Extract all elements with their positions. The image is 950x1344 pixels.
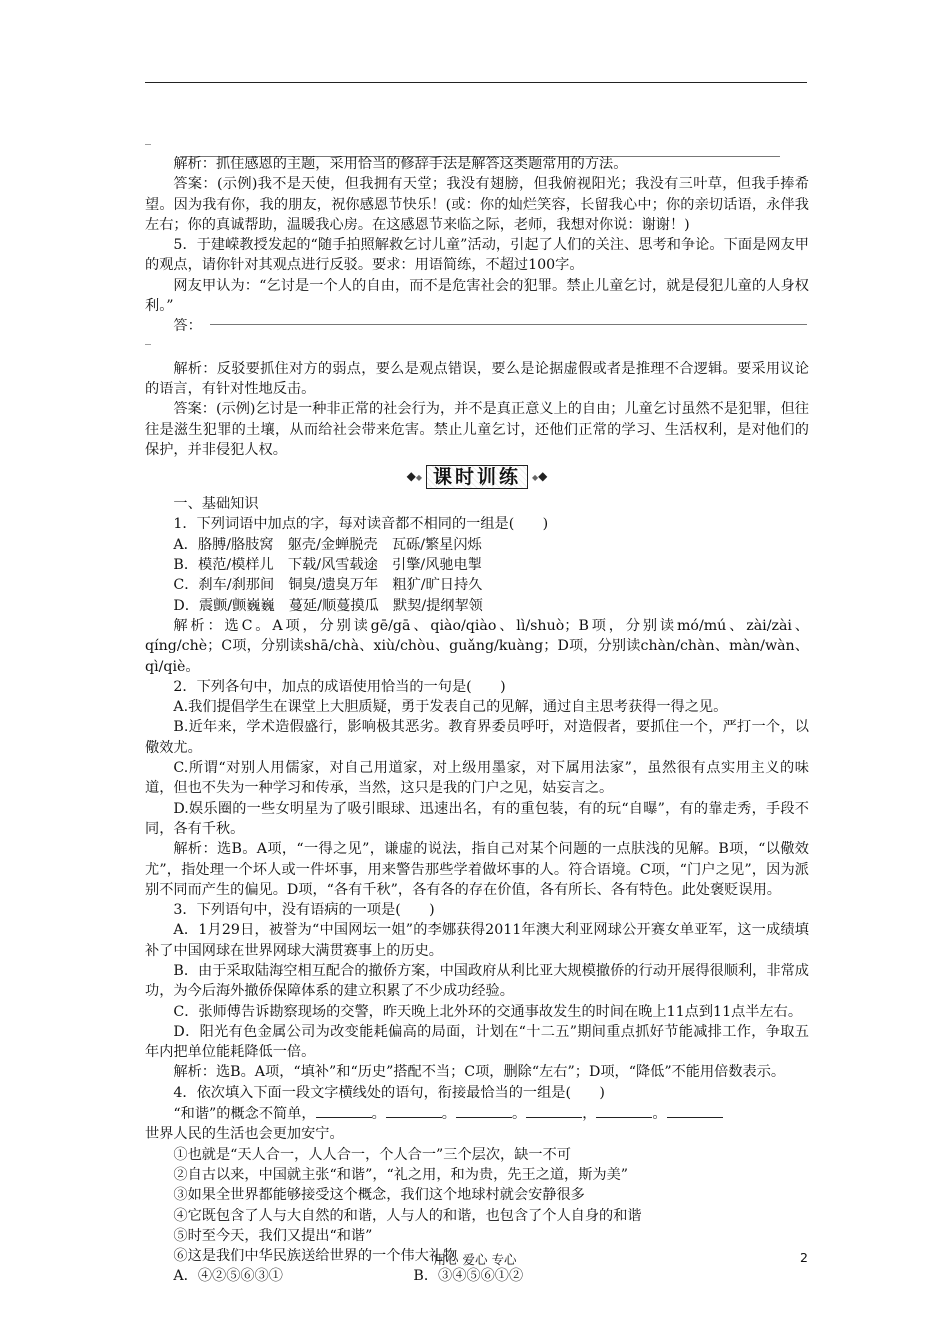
- q4-item: ③如果全世界都能够接受这个概念，我们这个地球村就会安静很多: [173, 1187, 585, 1204]
- q4-sample-answer: 答案：(示例)我不是天使，但我拥有天堂；我没有翅膀，但我俯视阳光；我没有三叶草，但我手捧希望。因为我有你，我的朋友，祝你感恩节快乐！(或：你的灿烂笑容，长留我心中；你的亲切话语，永伴我左右；你的真诚帮助，温暖我心房。在这感恩节来临之际，老师，我想对你说：谢谢！): [145, 176, 809, 233]
- q4-item: ⑤时至今天，我们又提出“和谐”: [173, 1227, 373, 1244]
- q5-sample-answer: 答案：(示例)乞讨是一种非正常的社会行为，并不是真正意义上的自由；儿童乞讨虽然不是犯罪，但往往是滋生犯罪的土壤，从而给社会带来危害。禁止儿童乞讨，还他们正常的学习、生活权利，是对他们的保护，并非侵犯人权。: [145, 401, 809, 458]
- leading-dash: _: [145, 131, 151, 145]
- q2-analysis: 解析：选B。A项，“一得之见”，谦虚的说法，指自己对某个问题的一点肤浅的见解。B项，“以儆效尤”，指处理一个坏人或一件坏事，用来警告那些学着做坏事的人。符合语境。C项，“门户之见”，因为派别不同而产生的偏见。D项，“各有千秋”，各有各的存在价值，各有所长、各有特色。此处褒贬误用。: [145, 841, 809, 898]
- q3-stem: 3．下列语句中，没有语病的一项是( ): [173, 902, 435, 919]
- q4-item: ①也就是“天人合一，人人合一，个人合一”三个层次，缺一不可: [173, 1146, 571, 1163]
- q3-analysis: 解析：选B。A项，“填补”和“历史”搭配不当；C项，删除“左右”；D项，“降低”不能用倍数表示。: [173, 1064, 786, 1081]
- q2-option: C.所谓“对别人用儒家，对自己用道家，对上级用墨家，对下属用法家”，虽然很有点实用主义的味道，但也不失为一种学习和传承，当然，这只是我的门户之见，姑妄言之。: [145, 760, 809, 797]
- q4-stem: 4．依次填入下面一段文字横线处的语句，衔接最恰当的一组是( ): [173, 1084, 605, 1101]
- blank-punct: 。: [441, 1106, 456, 1123]
- q1-option: A．胳膊/胳肢窝 躯壳/金蝉脱壳 瓦砾/繁星闪烁: [173, 536, 482, 553]
- q2-stem: 2．下列各句中，加点的成语使用恰当的一句是( ): [173, 678, 506, 695]
- q4-item: ②自古以来，中国就主张“和谐”，“礼之用，和为贵，先王之道，斯为美”: [173, 1166, 629, 1183]
- diamond-ornament-left: ◆◆: [406, 469, 422, 483]
- q3-option: B．由于采取陆海空相互配合的撤侨方案，中国政府从利比亚大规模撤侨的行动开展得很顺利，非常成功，为今后海外撤侨保障体系的建立积累了不少成功经验。: [145, 962, 809, 1000]
- q5-answer-label: 答：: [173, 318, 202, 335]
- footer-text: 用心 爱心 专心: [433, 1252, 517, 1267]
- q1-option: C．刹车/刹那间 铜臭/遗臭万年 粗犷/旷日持久: [173, 577, 483, 594]
- fill-blank: [456, 1103, 512, 1118]
- fill-blank: [526, 1103, 582, 1118]
- fill-blank: [596, 1103, 652, 1118]
- q3-option: C．张师傅告诉勘察现场的交警，昨天晚上北外环的交通事故发生的时间在晚上11点到11点半左右。: [173, 1003, 803, 1020]
- page-number: 2: [800, 1250, 808, 1265]
- fill-blank: [667, 1103, 723, 1118]
- header-rule: [145, 82, 807, 83]
- q5-view: 网友甲认为：“乞讨是一个人的自由，而不是危害社会的犯罪。禁止儿童乞讨，就是侵犯儿童的人身权利。”: [145, 277, 809, 315]
- diamond-ornament-right: ◆◆: [532, 469, 548, 483]
- q4-options: [145, 1266, 809, 1286]
- q4-tail: 世界人民的生活也会更加安宁。: [145, 1126, 344, 1143]
- q4-option: A．④②⑤⑥③①: [173, 1268, 283, 1285]
- blank-punct: 。: [652, 1106, 667, 1123]
- leading-dash: _: [145, 331, 151, 345]
- section-header: [145, 462, 809, 492]
- q1-analysis: 解析：选C。A项，分别读gē/gā、qiào/qiào、lì/shuò；B项，分别读mó/mú、zài/zài、qíng/chè；C项，分别读shā/chà、xiù/chòu、guǎng/kuàng；D项，分别读chàn/chàn、màn/wàn、qì/qiè。: [145, 617, 809, 675]
- blank-punct: 。: [371, 1106, 386, 1123]
- q1-option: D．震颤/颤巍巍 蔓延/顺蔓摸瓜 默契/提纲挈领: [173, 597, 483, 614]
- blank-punct: ，: [582, 1106, 597, 1123]
- q4-item: ④它既包含了人与大自然的和谐，人与人的和谐，也包含了个人自身的和谐: [173, 1207, 642, 1224]
- q5-analysis: 解析：反驳要抓住对方的弱点，要么是观点错误，要么是论据虚假或者是推理不合逻辑。要采用议论的语言，有针对性地反击。: [145, 360, 809, 397]
- q2-option: A.我们提倡学生在课堂上大胆质疑，勇于发表自己的见解，通过自主思考获得一得之见。: [173, 699, 728, 716]
- q3-option: D．阳光有色金属公司为改变能耗偏高的局面，计划在“十二五”期间重点抓好节能减排工作，争取五年内把单位能耗降低一倍。: [145, 1023, 809, 1061]
- q4-lead: “和谐”的概念不简单，: [173, 1106, 316, 1123]
- q4-fill-in-sentence: [145, 1103, 809, 1124]
- section-title: 课时训练: [426, 465, 528, 489]
- q5-question: 5．于建嵘教授发起的“随手拍照解救乞讨儿童”活动，引起了人们的关注、思考和争论。下面是网友甲的观点，请你针对其观点进行反驳。要求：用语简练，不超过100字。: [145, 237, 809, 274]
- q1-option: B．模范/模样儿 下载/风雪载途 引擎/风驰电掣: [173, 557, 482, 574]
- q4-option: B．③④⑤⑥①②: [413, 1268, 524, 1285]
- q4-analysis: 解析：抓住感恩的主题，采用恰当的修辞手法是解答这类题常用的方法。: [173, 156, 628, 172]
- basics-heading: 一、基础知识: [173, 496, 259, 513]
- q4-item: ⑥这是我们中华民族送给世界的一个伟大礼物: [173, 1248, 458, 1265]
- q2-option: B.近年来，学术造假盛行，影响极其恶劣。教育界委员呼吁，对造假者，要抓住一个，严打一个，以儆效尤。: [145, 719, 809, 756]
- q2-option: D.娱乐圈的一些女明星为了吸引眼球、迅速出名，有的重包装，有的玩“自曝”，有的靠走秀，手段不同，各有千秋。: [145, 800, 809, 837]
- blank-punct: 。: [512, 1106, 527, 1123]
- q3-option: A．1月29日，被誉为“中国网坛一姐”的李娜获得2011年澳大利亚网球公开赛女单亚军，这一成绩填补了中国网球在世界网球大满贯赛事上的历史。: [145, 922, 809, 959]
- page-body: [145, 154, 809, 1287]
- fill-blank: [386, 1103, 442, 1118]
- q1-stem: 1．下列词语中加点的字，每对读音都不相同的一组是( ): [173, 516, 549, 533]
- fill-blank: [316, 1103, 372, 1118]
